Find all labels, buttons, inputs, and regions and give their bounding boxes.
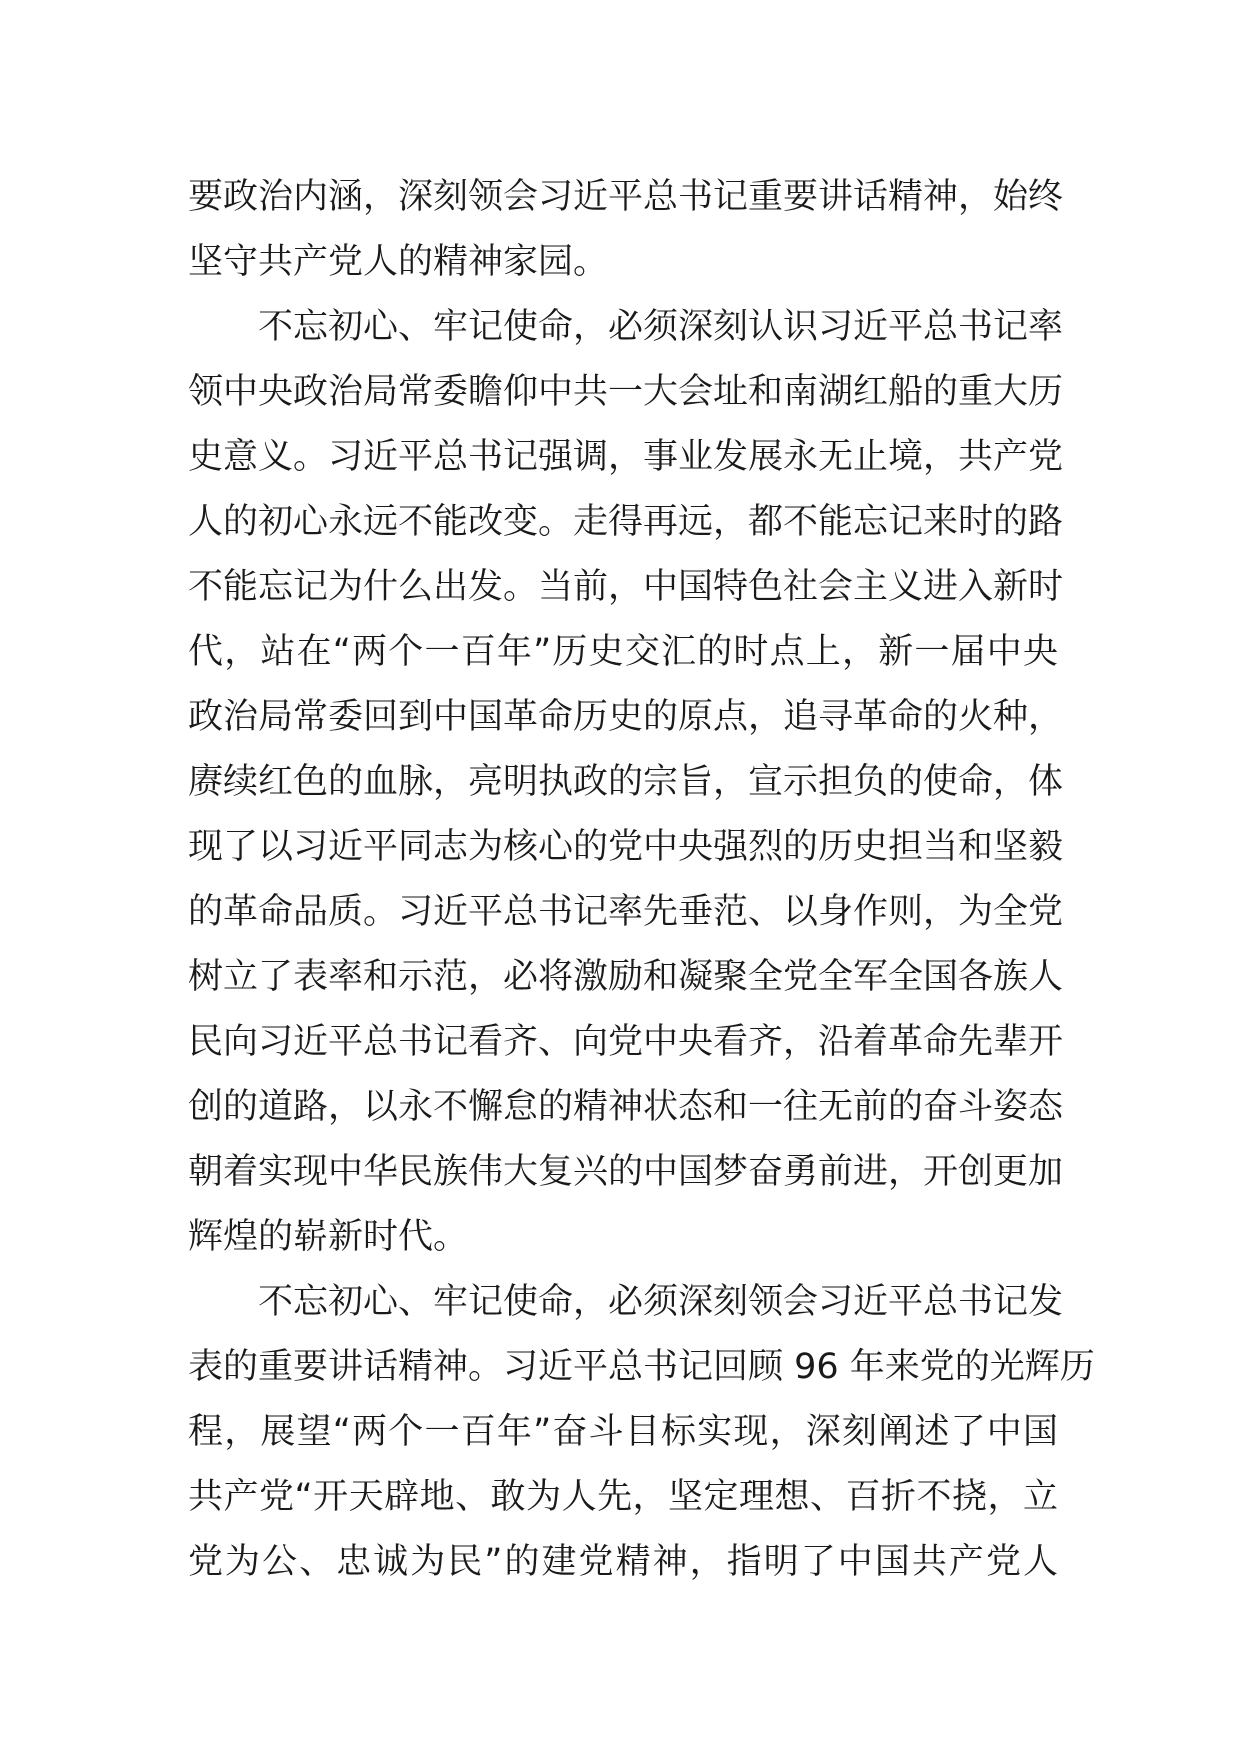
text-line: 程，展望“两个一百年”奋斗目标实现，深刻阐述了中国 [188,1412,1058,1452]
text-line: 领中央政治局常委瞻仰中共一大会址和南湖红船的重大历 [188,372,1064,412]
paragraph [188,1270,1095,1595]
text-line: 不忘初心、牢记使命，必须深刻认识习近平总书记率 [258,307,1064,347]
text-line: 辉煌的崭新时代。 [188,1217,469,1257]
text-line: 不忘初心、牢记使命，必须深刻领会习近平总书记发 [258,1282,1064,1322]
paragraph [188,295,1064,1270]
text-line: 要政治内涵，深刻领会习近平总书记重要讲话精神，始终 [188,177,1064,217]
text-line: 创的道路，以永不懈怠的精神状态和一往无前的奋斗姿态 [188,1087,1064,1127]
text-line: 的革命品质。习近平总书记率先垂范、以身作则，为全党 [188,892,1064,932]
text-line: 不能忘记为什么出发。当前，中国特色社会主义进入新时 [188,567,1064,607]
text-line: 党为公、忠诚为民”的建党精神，指明了中国共产党人 [188,1542,1058,1582]
text-line: 表的重要讲话精神。习近平总书记回顾 96 年来党的光辉历 [188,1347,1095,1387]
text-line: 现了以习近平同志为核心的党中央强烈的历史担当和坚毅 [188,827,1064,867]
text-line: 史意义。习近平总书记强调，事业发展永无止境，共产党 [188,437,1064,477]
text-line: 共产党“开天辟地、敢为人先，坚定理想、百折不挠，立 [188,1477,1058,1517]
text-line: 民向习近平总书记看齐、向党中央看齐，沿着革命先辈开 [188,1022,1064,1062]
document-body [188,165,1095,1595]
text-line: 树立了表率和示范，必将激励和凝聚全党全军全国各族人 [188,957,1064,997]
text-line: 坚守共产党人的精神家园。 [188,242,609,282]
text-line: 代，站在“两个一百年”历史交汇的时点上，新一届中央 [188,632,1058,672]
paragraph [188,165,1064,295]
text-line: 人的初心永远不能改变。走得再远，都不能忘记来时的路 [188,502,1064,542]
text-line: 赓续红色的血脉，亮明执政的宗旨，宣示担负的使命，体 [188,762,1064,802]
text-line: 政治局常委回到中国革命历史的原点，追寻革命的火种， [188,697,1064,737]
text-line: 朝着实现中华民族伟大复兴的中国梦奋勇前进，开创更加 [188,1152,1064,1192]
